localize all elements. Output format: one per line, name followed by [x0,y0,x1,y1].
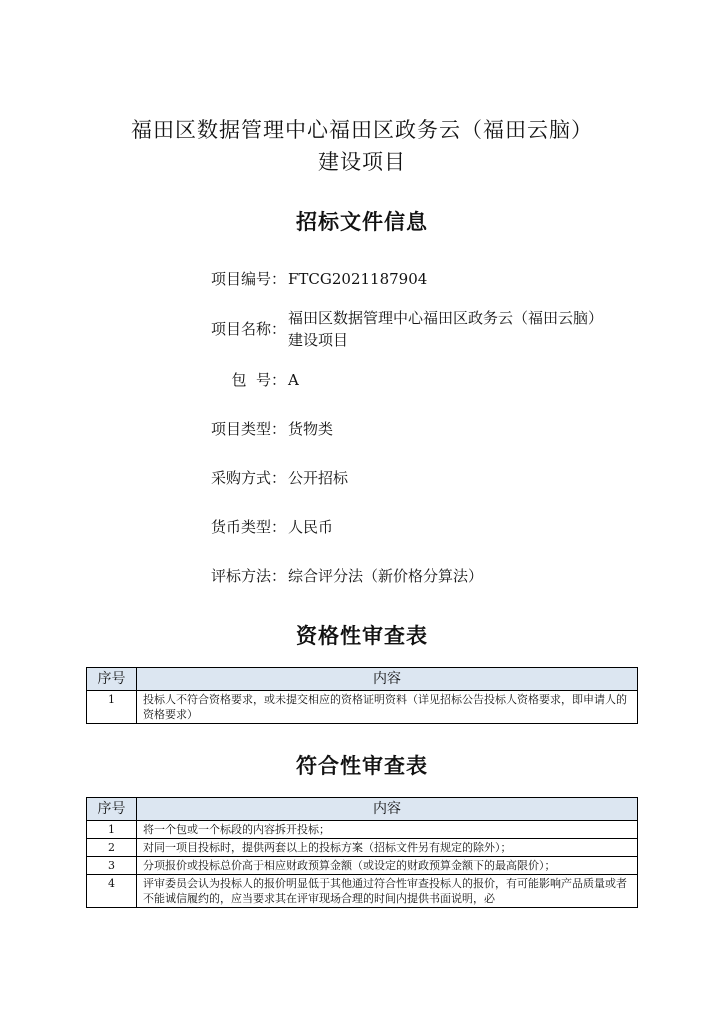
row-seq: 1 [87,691,137,724]
info-label: 包 号： [231,371,286,389]
row-content: 分项报价或投标总价高于相应财政预算金额（或设定的财政预算金额下的最高限价）； [137,857,638,875]
info-value: 综合评分法（新价格分算法） [288,567,484,585]
compliance-review-table [86,797,638,908]
row-content: 评审委员会认为投标人的报价明显低于其他通过符合性审查投标人的报价，有可能影响产品质量或者不能诚信履约的，应当要求其在评审现场合理的时间内提供书面说明，必 [137,875,638,908]
column-header-content: 内容 [137,668,638,691]
document-title-line-1: 福田区数据管理中心福田区政务云（福田云脑） [131,118,593,142]
info-value: 人民币 [288,518,334,536]
column-header-content: 内容 [137,798,638,821]
info-label: 采购方式： [210,469,286,487]
info-value: 福田区数据管理中心福田区政务云（福田云脑）建设项目 [288,309,596,349]
info-label: 项目编号： [210,270,286,288]
info-value: A [288,371,299,389]
document-title [60,114,664,178]
table-row [87,875,638,908]
row-seq: 2 [87,839,137,857]
row-seq: 1 [87,821,137,839]
bid-info-heading: 招标文件信息 [296,210,428,234]
compliance-review-heading: 符合性审查表 [296,754,428,778]
row-seq: 4 [87,875,137,908]
info-label: 货币类型： [210,518,286,536]
row-content: 将一个包或一个标段的内容拆开投标； [137,821,638,839]
info-value: 公开招标 [288,469,349,487]
qualification-review-table [86,667,638,724]
column-header-seq: 序号 [87,668,137,691]
info-label: 项目名称： [210,320,286,338]
qualification-review-heading: 资格性审查表 [296,624,428,648]
info-value: 货物类 [288,420,334,438]
table-row [87,821,638,839]
info-value: FTCG2021187904 [288,270,428,288]
column-header-seq: 序号 [87,798,137,821]
row-seq: 3 [87,857,137,875]
info-label: 项目类型： [210,420,286,438]
table-row [87,857,638,875]
document-title-line-2: 建设项目 [318,150,406,174]
info-label: 评标方法： [210,567,286,585]
table-row [87,839,638,857]
row-content: 对同一项目投标时，提供两套以上的投标方案（招标文件另有规定的除外）； [137,839,638,857]
table-row [87,691,638,724]
row-content: 投标人不符合资格要求，或未提交相应的资格证明资料（详见招标公告投标人资格要求，即申请人的资格要求） [137,691,638,724]
